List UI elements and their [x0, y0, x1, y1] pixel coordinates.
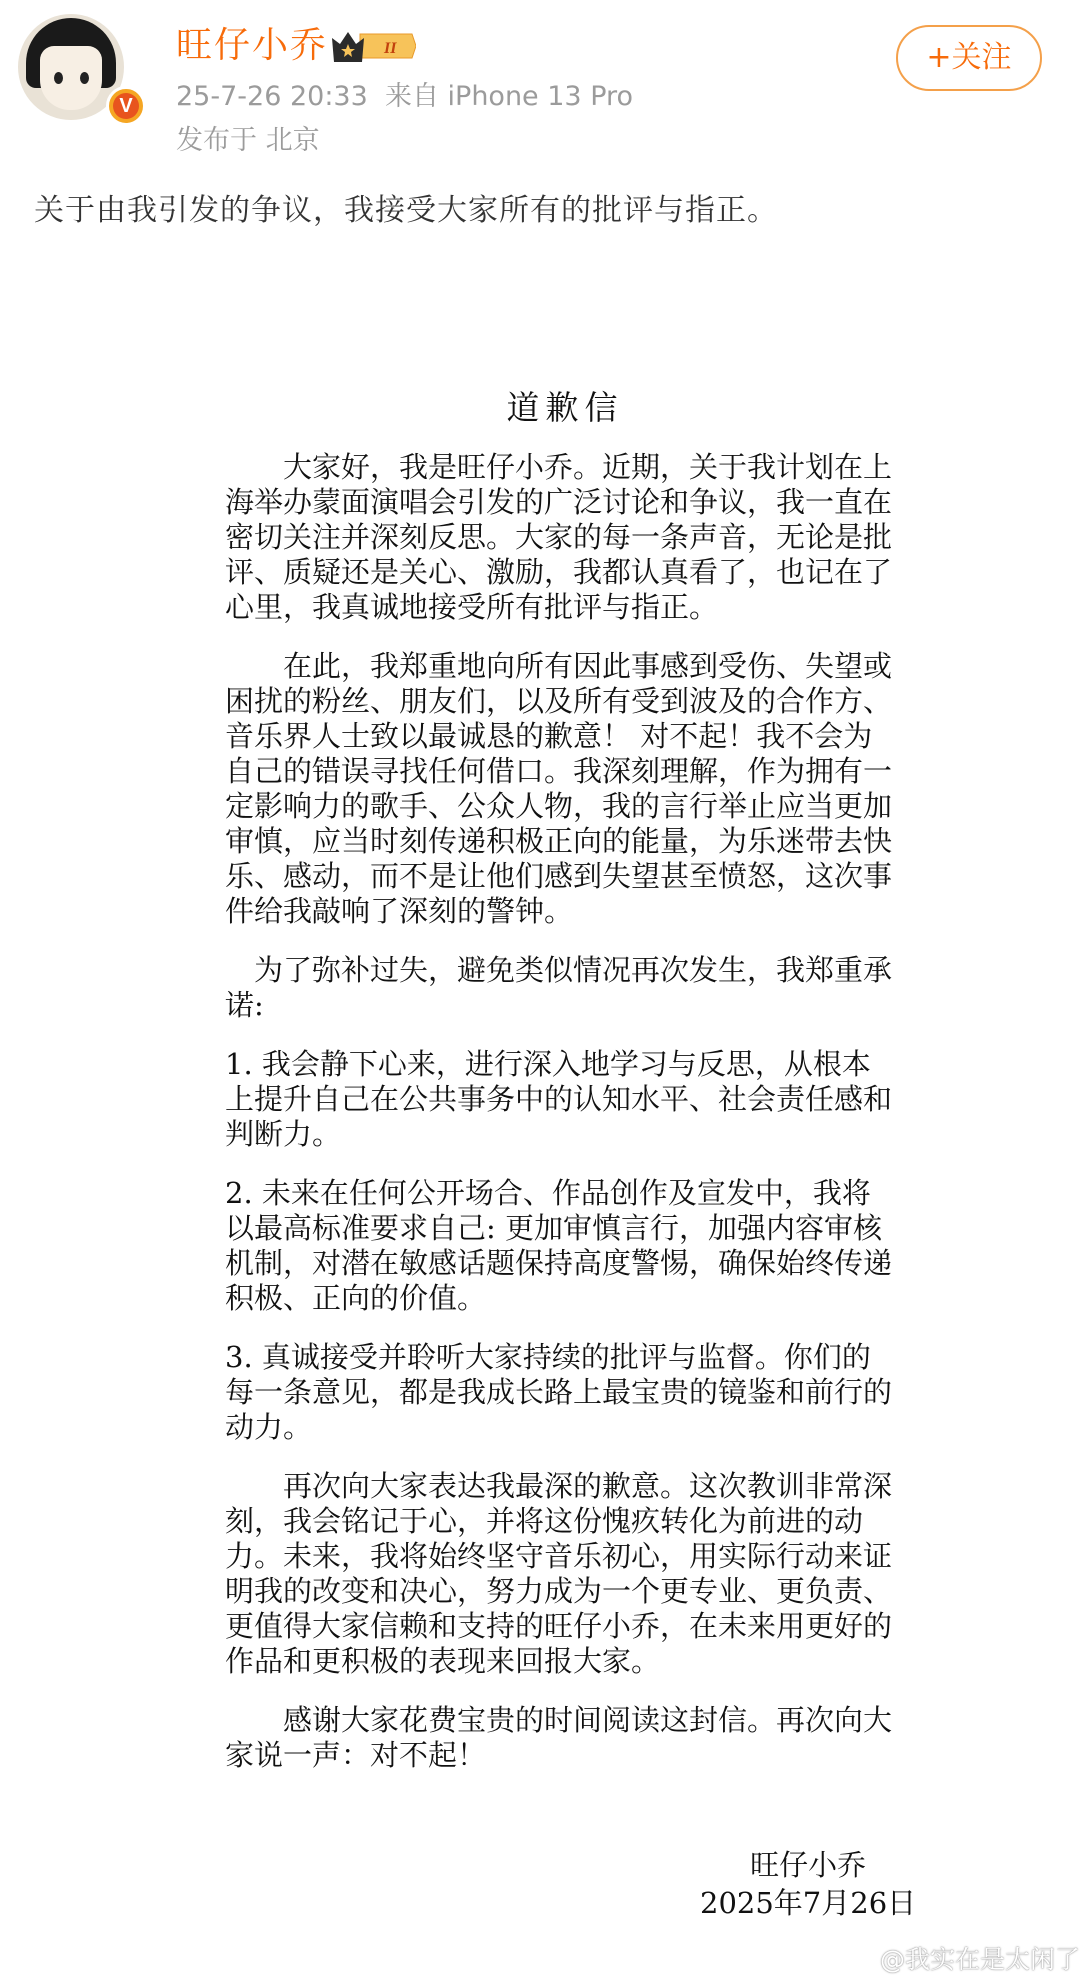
letter-line: 机制，对潜在敏感话题保持高度警惕，确保始终传递: [225, 1246, 893, 1280]
letter-line: 积极、正向的价值。: [225, 1281, 487, 1315]
letter-line: 家说一声：对不起！: [225, 1738, 487, 1772]
letter-line: 审慎，应当时刻传递积极正向的能量，为乐迷带去快: [225, 824, 893, 858]
letter-line: 作品和更积极的表现来回报大家。: [225, 1644, 661, 1678]
letter-line: 明我的改变和决心，努力成为一个更专业、更负责、: [225, 1574, 893, 1608]
letter-line: 上提升自己在公共事务中的认知水平、社会责任感和: [225, 1082, 893, 1116]
letter-line: 为了弥补过失，避免类似情况再次发生，我郑重承: [225, 953, 893, 987]
signature-name: 旺仔小乔: [750, 1848, 867, 1882]
letter-line: 评、质疑还是关心、激励，我都认真看了，也记在了: [225, 555, 893, 589]
verified-icon: V: [106, 86, 146, 126]
letter-line: 判断力。: [225, 1117, 342, 1151]
location: 发布于 北京: [176, 125, 320, 156]
letter-line: 更值得大家信赖和支持的旺仔小乔，在未来用更好的: [225, 1609, 893, 1643]
signature-date: 2025年7月26日: [700, 1886, 917, 1920]
letter-title: 道歉信: [506, 388, 624, 427]
letter-line: 乐、感动，而不是让他们感到失望甚至愤怒，这次事: [225, 859, 893, 893]
letter-line: 2. 未来在任何公开场合、作品创作及宣发中，我将: [225, 1176, 871, 1210]
letter-paragraph: [225, 1047, 945, 1152]
letter-paragraph: [225, 1340, 945, 1445]
level-text: II: [384, 40, 397, 57]
letter-line: 感谢大家花费宝贵的时间阅读这封信。再次向大: [225, 1703, 893, 1737]
letter-line: 1. 我会静下心来，进行深入地学习与反思，从根本: [225, 1047, 871, 1081]
letter-image[interactable]: [225, 388, 945, 1797]
letter-signature: [700, 1846, 916, 1922]
letter-line: 力。未来，我将始终坚守音乐初心，用实际行动来证: [225, 1539, 893, 1573]
letter-paragraph: [225, 1176, 945, 1316]
avatar-eye: [54, 72, 63, 84]
letter-line: 困扰的粉丝、朋友们，以及所有受到波及的合作方、: [225, 684, 893, 718]
source: 来自 iPhone 13 Pro: [384, 81, 634, 112]
watermark: @我实在是太闲了: [880, 1945, 1080, 1974]
letter-paragraph: [225, 1469, 945, 1679]
avatar-eye: [80, 72, 89, 84]
letter-line: 3. 真诚接受并聆听大家持续的批评与监督。你们的: [225, 1340, 871, 1374]
timestamp: 25-7-26 20:33: [176, 81, 368, 112]
follow-button[interactable]: +关注: [896, 25, 1042, 91]
letter-line: 再次向大家表达我最深的歉意。这次教训非常深: [225, 1469, 893, 1503]
letter-line: 心里，我真诚地接受所有批评与指正。: [225, 590, 719, 624]
avatar-face: [40, 46, 102, 110]
letter-line: 每一条意见，都是我成长路上最宝贵的镜鉴和前行的: [225, 1375, 893, 1409]
author-name[interactable]: 旺仔小乔: [176, 25, 329, 66]
letter-line: 大家好，我是旺仔小乔。近期，关于我计划在上: [225, 450, 893, 484]
letter-line: 刻，我会铭记于心，并将这份愧疚转化为前进的动: [225, 1504, 864, 1538]
letter-line: 在此，我郑重地向所有因此事感到受伤、失望或: [225, 649, 893, 683]
letter-paragraph: [225, 953, 945, 1023]
crown-level-icon: [330, 28, 416, 64]
letter-line: 海举办蒙面演唱会引发的广泛讨论和争议，我一直在: [225, 485, 893, 519]
letter-line: 诺:: [225, 988, 264, 1022]
letter-line: 密切关注并深刻反思。大家的每一条声音，无论是批: [225, 520, 893, 554]
post-meta: [176, 80, 633, 114]
letter-line: 自己的错误寻找任何借口。我深刻理解，作为拥有一: [225, 754, 893, 788]
letter-line: 音乐界人士致以最诚恳的歉意！ 对不起！我不会为: [225, 719, 873, 753]
letter-line: 件给我敲响了深刻的警钟。: [225, 894, 574, 928]
letter-paragraph: [225, 1703, 945, 1773]
letter-line: 动力。: [225, 1410, 313, 1444]
letter-line: 以最高标准要求自己: 更加审慎言行，加强内容审核: [225, 1211, 882, 1245]
letter-body: [225, 450, 945, 1773]
letter-paragraph: [225, 450, 945, 625]
post-caption: 关于由我引发的争议，我接受大家所有的批评与指正。: [34, 193, 778, 228]
letter-paragraph: [225, 649, 945, 929]
letter-line: 定影响力的歌手、公众人物，我的言行举止应当更加: [225, 789, 893, 823]
